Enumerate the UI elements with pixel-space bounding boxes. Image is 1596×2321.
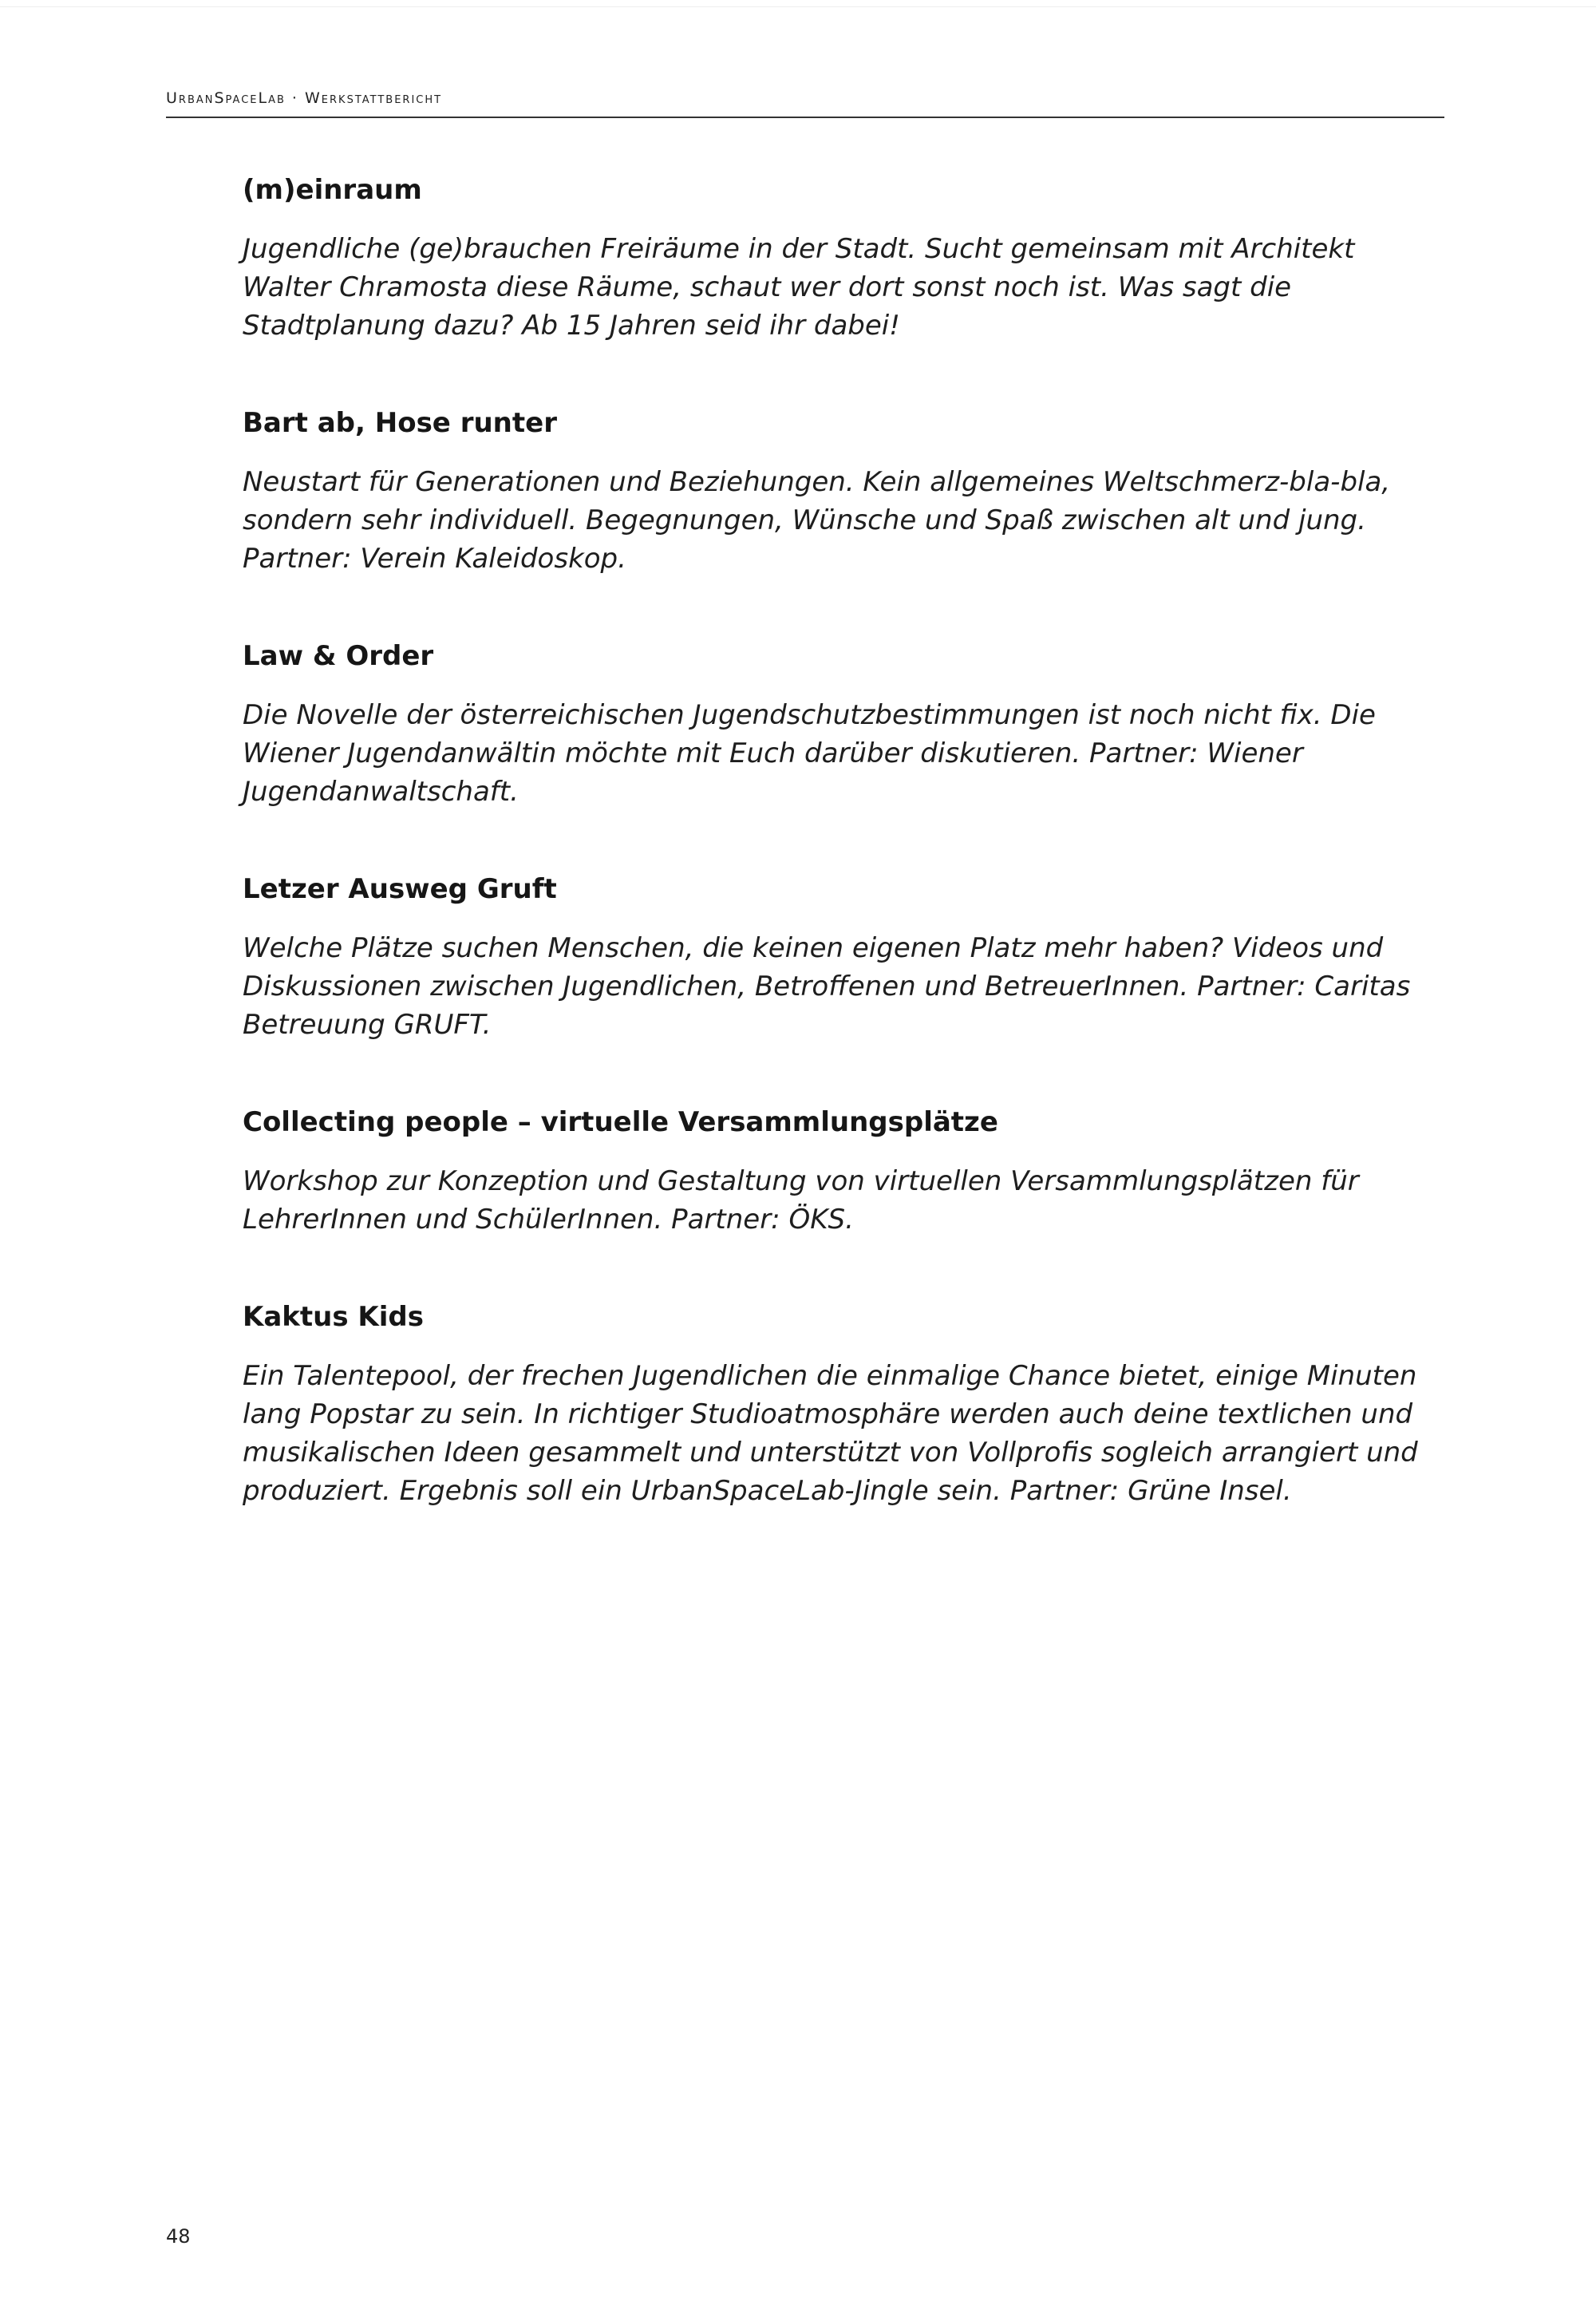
section-body: Jugendliche (ge)brauchen Freiräume in der Stadt. Sucht gemeinsam mit Architekt Walter Chramosta diese Räume, schaut wer dort sonst noch ist. Was sagt die Stadtplanung dazu? Ab 15 Jahren seid ihr dabei!: [243, 233, 1355, 342]
running-header: UrbanSpaceLab · Werkstattbericht: [166, 89, 443, 107]
section-body: Neustart für Generationen und Beziehungen. Kein allgemeines Weltschmerz-bla-bla, sondern sehr individuell. Begegnungen, Wünsche und Spaß zwischen alt und jung. Partner: Verein Kaleidoskop.: [243, 466, 1391, 575]
section-title: Bart ab, Hose runter: [243, 407, 557, 439]
header-rule: [166, 117, 1444, 118]
page-number: 48: [166, 2225, 191, 2248]
section-title: (m)einraum: [243, 174, 422, 206]
section-collecting-people: [243, 1105, 1440, 1239]
section-body: Workshop zur Konzeption und Gestaltung von virtuellen Versammlungsplätzen für LehrerInnen und SchülerInnen. Partner: ÖKS.: [243, 1165, 1359, 1236]
section-kaktus-kids: [243, 1299, 1440, 1510]
section-meinraum: [243, 172, 1440, 345]
section-body: Welche Plätze suchen Menschen, die keinen eigenen Platz mehr haben? Videos und Diskussionen zwischen Jugendlichen, Betroffenen und BetreuerInnen. Partner: Caritas Betreuung GRUFT.: [243, 932, 1411, 1041]
main-content: [243, 172, 1440, 1571]
top-edge-line: [0, 6, 1596, 7]
section-bart-ab: [243, 405, 1440, 578]
section-title: Collecting people – virtuelle Versammlungsplätze: [243, 1106, 998, 1138]
section-title: Letzer Ausweg Gruft: [243, 873, 557, 905]
section-title: Kaktus Kids: [243, 1301, 425, 1333]
section-law-order: [243, 639, 1440, 811]
section-body: Ein Talentepool, der frechen Jugendlichen die einmalige Chance bietet, einige Minuten lang Popstar zu sein. In richtiger Studioatmosphäre werden auch deine textlichen und musikalischen Ideen gesammelt und unterstützt von Vollprofis sogleich arrangiert und produziert. Ergebnis soll ein UrbanSpaceLab-Jingle sein. Partner: Grüne Insel.: [243, 1360, 1418, 1507]
section-title: Law & Order: [243, 640, 434, 672]
section-body: Die Novelle der österreichischen Jugendschutzbestimmungen ist noch nicht fix. Die Wiener Jugendanwältin möchte mit Euch darüber diskutieren. Partner: Wiener Jugendanwaltschaft.: [243, 699, 1376, 808]
section-letzer-ausweg: [243, 872, 1440, 1044]
